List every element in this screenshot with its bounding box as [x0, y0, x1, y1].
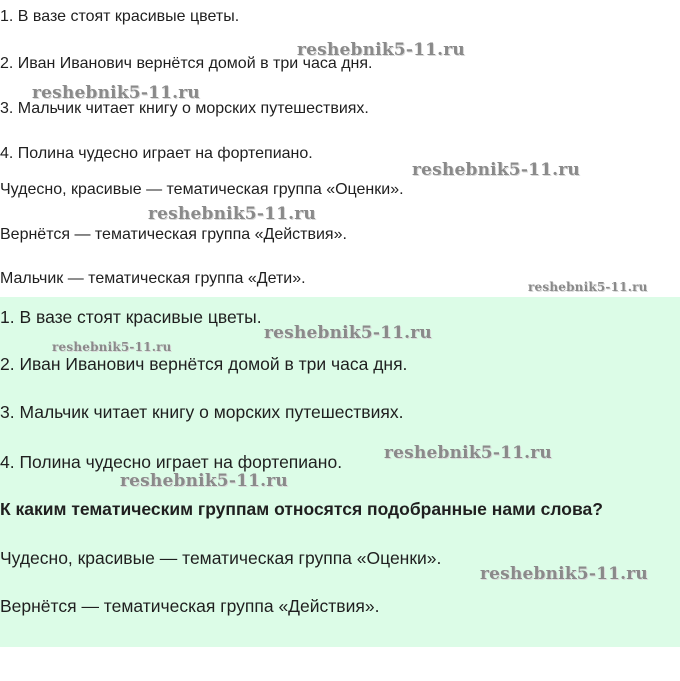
watermark: reshebnik5-11.ru — [32, 83, 200, 103]
bottom-answer-deistviya: Вернётся — тематическая группа «Действия». — [0, 596, 380, 616]
top-answer-ocenki: Чудесно, красивые — тематическая группа «Оценки». — [0, 181, 404, 198]
watermark: reshebnik5-11.ru — [412, 160, 580, 180]
watermark: reshebnik5-11.ru — [264, 323, 432, 343]
bottom-sentence-2: 2. Иван Иванович вернётся домой в три часа дня. — [0, 354, 408, 374]
top-answer-deistviya: Вернётся — тематическая группа «Действия». — [0, 226, 347, 243]
watermark: reshebnik5-11.ru — [528, 280, 648, 294]
top-sentence-1: 1. В вазе стоят красивые цветы. — [0, 8, 240, 25]
top-answer-deti: Мальчик — тематическая группа «Дети». — [0, 270, 306, 287]
top-sentence-4: 4. Полина чудесно играет на фортепиано. — [0, 145, 313, 162]
watermark: reshebnik5-11.ru — [148, 204, 316, 224]
bottom-sentence-3: 3. Мальчик читает книгу о морских путешествиях. — [0, 402, 404, 422]
watermark: reshebnik5-11.ru — [384, 443, 552, 463]
bottom-sentence-4: 4. Полина чудесно играет на фортепиано. — [0, 452, 343, 472]
watermark: reshebnik5-11.ru — [52, 340, 172, 354]
top-sentence-3: 3. Мальчик читает книгу о морских путешествиях. — [0, 100, 369, 117]
top-sentence-2: 2. Иван Иванович вернётся домой в три часа дня. — [0, 55, 373, 72]
watermark: reshebnik5-11.ru — [120, 471, 288, 491]
bottom-answer-ocenki: Чудесно, красивые — тематическая группа «Оценки». — [0, 548, 442, 568]
bottom-sentence-1: 1. В вазе стоят красивые цветы. — [0, 307, 262, 327]
watermark: reshebnik5-11.ru — [480, 564, 648, 584]
watermark: reshebnik5-11.ru — [297, 40, 465, 60]
question-heading: К каким тематическим группам относятся подобранные нами слова? — [0, 499, 603, 519]
